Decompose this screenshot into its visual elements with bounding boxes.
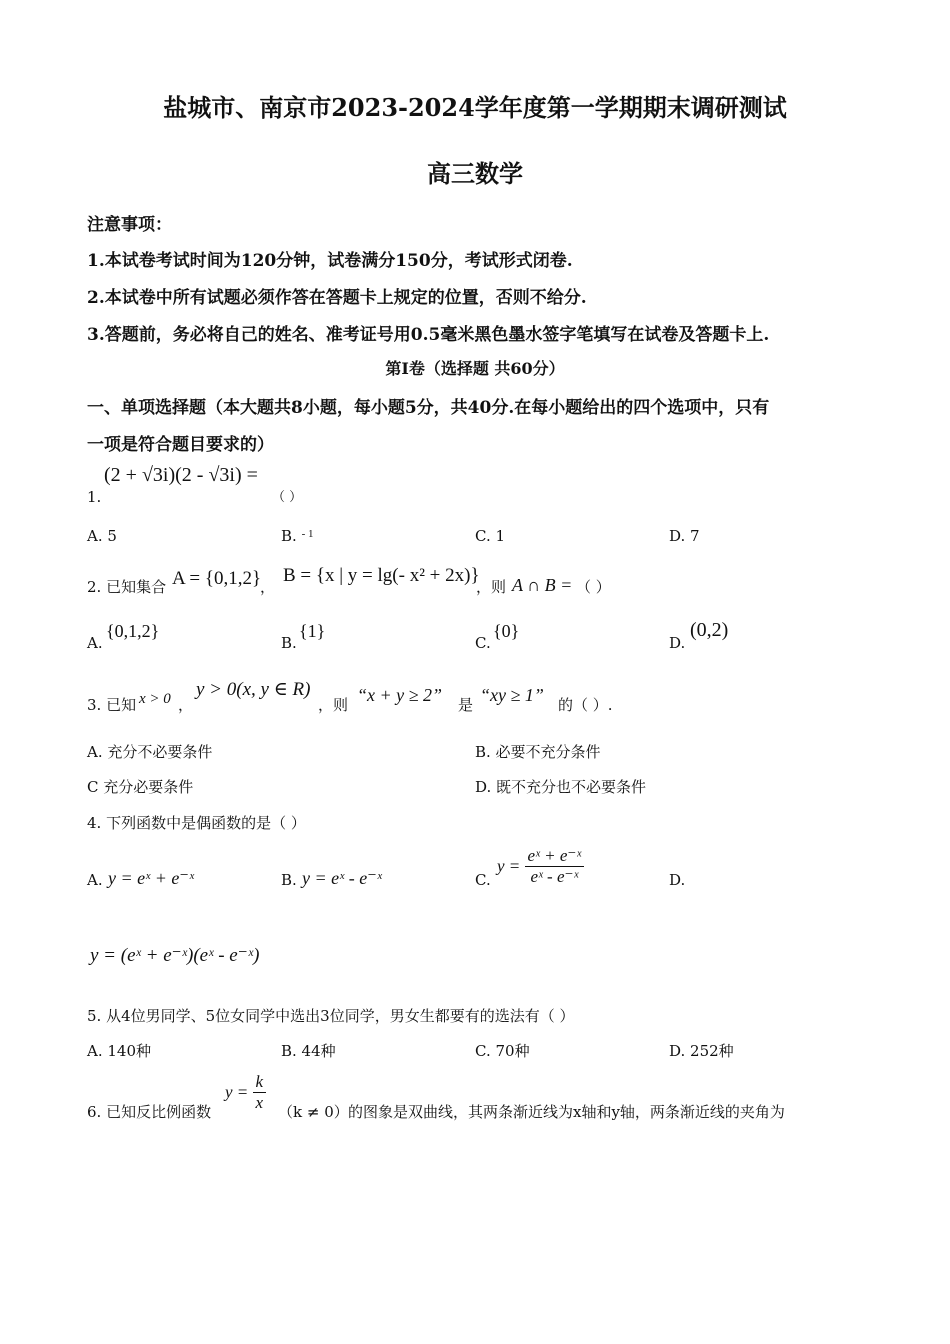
q3-condition-p: “x + y ≥ 2” (357, 685, 443, 705)
q2-stem-lead: 2. 已知集合 (87, 578, 167, 596)
q3-option-d: D. 既不充分也不必要条件 (475, 778, 647, 796)
q4-option-b-label: B. (281, 871, 297, 889)
q4-option-c-numerator: eˣ + e⁻ˣ (525, 846, 585, 867)
q3-option-b: B. 必要不充分条件 (475, 743, 601, 761)
q5-option-b: B. 44种 (281, 1042, 336, 1060)
q4-option-c-denominator: eˣ - e⁻ˣ (530, 867, 579, 886)
q2-option-a-label: A. (87, 634, 103, 652)
q2-set-a: A = {0,1,2} (172, 568, 262, 589)
exam-subject: 高三数学 (427, 159, 523, 188)
q4-option-a-label: A. (87, 871, 103, 889)
q3-then: ，则 (318, 696, 349, 714)
q1-option-d: D. 7 (669, 527, 700, 545)
q2-intersection: A ∩ B = (512, 575, 573, 595)
q4-option-a-formula: y = eˣ + e⁻ˣ (108, 868, 194, 888)
q4-option-c-formula (497, 846, 584, 887)
q3-cond-y: y > 0(x, y ∈ R) (196, 679, 311, 700)
q4-option-c-label: C. (475, 871, 491, 889)
q3-is: 是 (458, 696, 474, 714)
notice-heading: 注意事项： (87, 215, 172, 235)
q2-option-a-value: {0,1,2} (106, 621, 160, 641)
q2-ask: ，则 (476, 578, 507, 596)
q1-option-b-value: - 1 (301, 528, 314, 540)
q2-separator: ， (260, 578, 276, 596)
notice-item-1: 1.本试卷考试时间为120分钟，试卷满分150分，考试形式闭卷. (87, 251, 573, 271)
q3-cond-x: x > 0 (139, 691, 171, 707)
q3-tail: 的（ ）. (558, 696, 613, 714)
q1-option-b-label: B. (281, 527, 302, 545)
q1-option-b (281, 527, 313, 545)
q3-option-a: A. 充分不必要条件 (87, 743, 213, 761)
q2-answer-paren: （ ） (576, 578, 611, 596)
part-heading-line2: 一项是符合题目要求的） (87, 435, 274, 455)
q6-stem-lead: 6. 已知反比例函数 (87, 1103, 212, 1121)
q3-condition-q: “xy ≥ 1” (480, 685, 544, 705)
q2-option-d-value: (0,2) (690, 619, 729, 641)
q1-number: 1. (87, 488, 102, 506)
q4-option-b-formula: y = eˣ - e⁻ˣ (302, 868, 382, 888)
q6-stem-rest: 的图象是双曲线，其两条渐近线为x轴和y轴，两条渐近线的夹角为 (348, 1103, 785, 1121)
volume-heading: 第Ⅰ卷（选择题 共60分） (385, 359, 565, 378)
q6-function-denominator: x (255, 1093, 264, 1112)
part-heading-line1: 一、单项选择题（本大题共8小题，每小题5分，共40分.在每小题给出的四个选项中，只有 (87, 398, 770, 418)
q3-option-c: C 充分必要条件 (87, 778, 194, 796)
q2-option-b-label: B. (281, 634, 297, 652)
q4-stem: 4. 下列函数中是偶函数的是（ ） (87, 814, 306, 832)
q1-option-a: A. 5 (87, 527, 117, 545)
q1-expression: (2 + √3i)(2 - √3i) = (104, 464, 258, 486)
exam-title: 盐城市、南京市2023-2024学年度第一学期期末调研测试 (163, 93, 787, 122)
q2-option-c-value: {0} (493, 621, 520, 641)
q6-condition: （k ≠ 0） (278, 1103, 349, 1121)
q6-function (225, 1072, 266, 1113)
q4-option-c-fraction (525, 846, 585, 887)
q4-option-c-lhs: y = (497, 856, 521, 876)
q4-option-d-label: D. (669, 871, 686, 889)
notice-item-3: 3.答题前，务必将自己的姓名、准考证号用0.5毫米黑色墨水签字笔填写在试卷及答题卡上. (87, 325, 770, 345)
q6-function-lhs: y = (225, 1082, 249, 1102)
q5-stem: 5. 从4位男同学、5位女同学中选出3位同学，男女生都要有的选法有（ ） (87, 1007, 575, 1025)
notice-item-2: 2.本试卷中所有试题必须作答在答题卡上规定的位置，否则不给分. (87, 288, 587, 308)
q3-comma: ， (178, 696, 194, 714)
q3-stem-lead: 3. 已知 (87, 696, 137, 714)
q1-option-c: C. 1 (475, 527, 506, 545)
q6-function-numerator: k (253, 1072, 267, 1093)
q4-option-d-formula: y = (eˣ + e⁻ˣ)(eˣ - e⁻ˣ) (90, 945, 260, 966)
q5-option-a: A. 140种 (87, 1042, 151, 1060)
q6-function-fraction (253, 1072, 267, 1113)
q2-option-d-label: D. (669, 634, 686, 652)
q2-option-c-label: C. (475, 634, 491, 652)
q5-option-d: D. 252种 (669, 1042, 734, 1060)
q1-answer-paren: （ ） (272, 490, 303, 505)
q5-option-c: C. 70种 (475, 1042, 530, 1060)
q2-set-b: B = {x | y = lg(- x² + 2x)} (283, 565, 480, 586)
q2-option-b-value: {1} (299, 621, 326, 641)
